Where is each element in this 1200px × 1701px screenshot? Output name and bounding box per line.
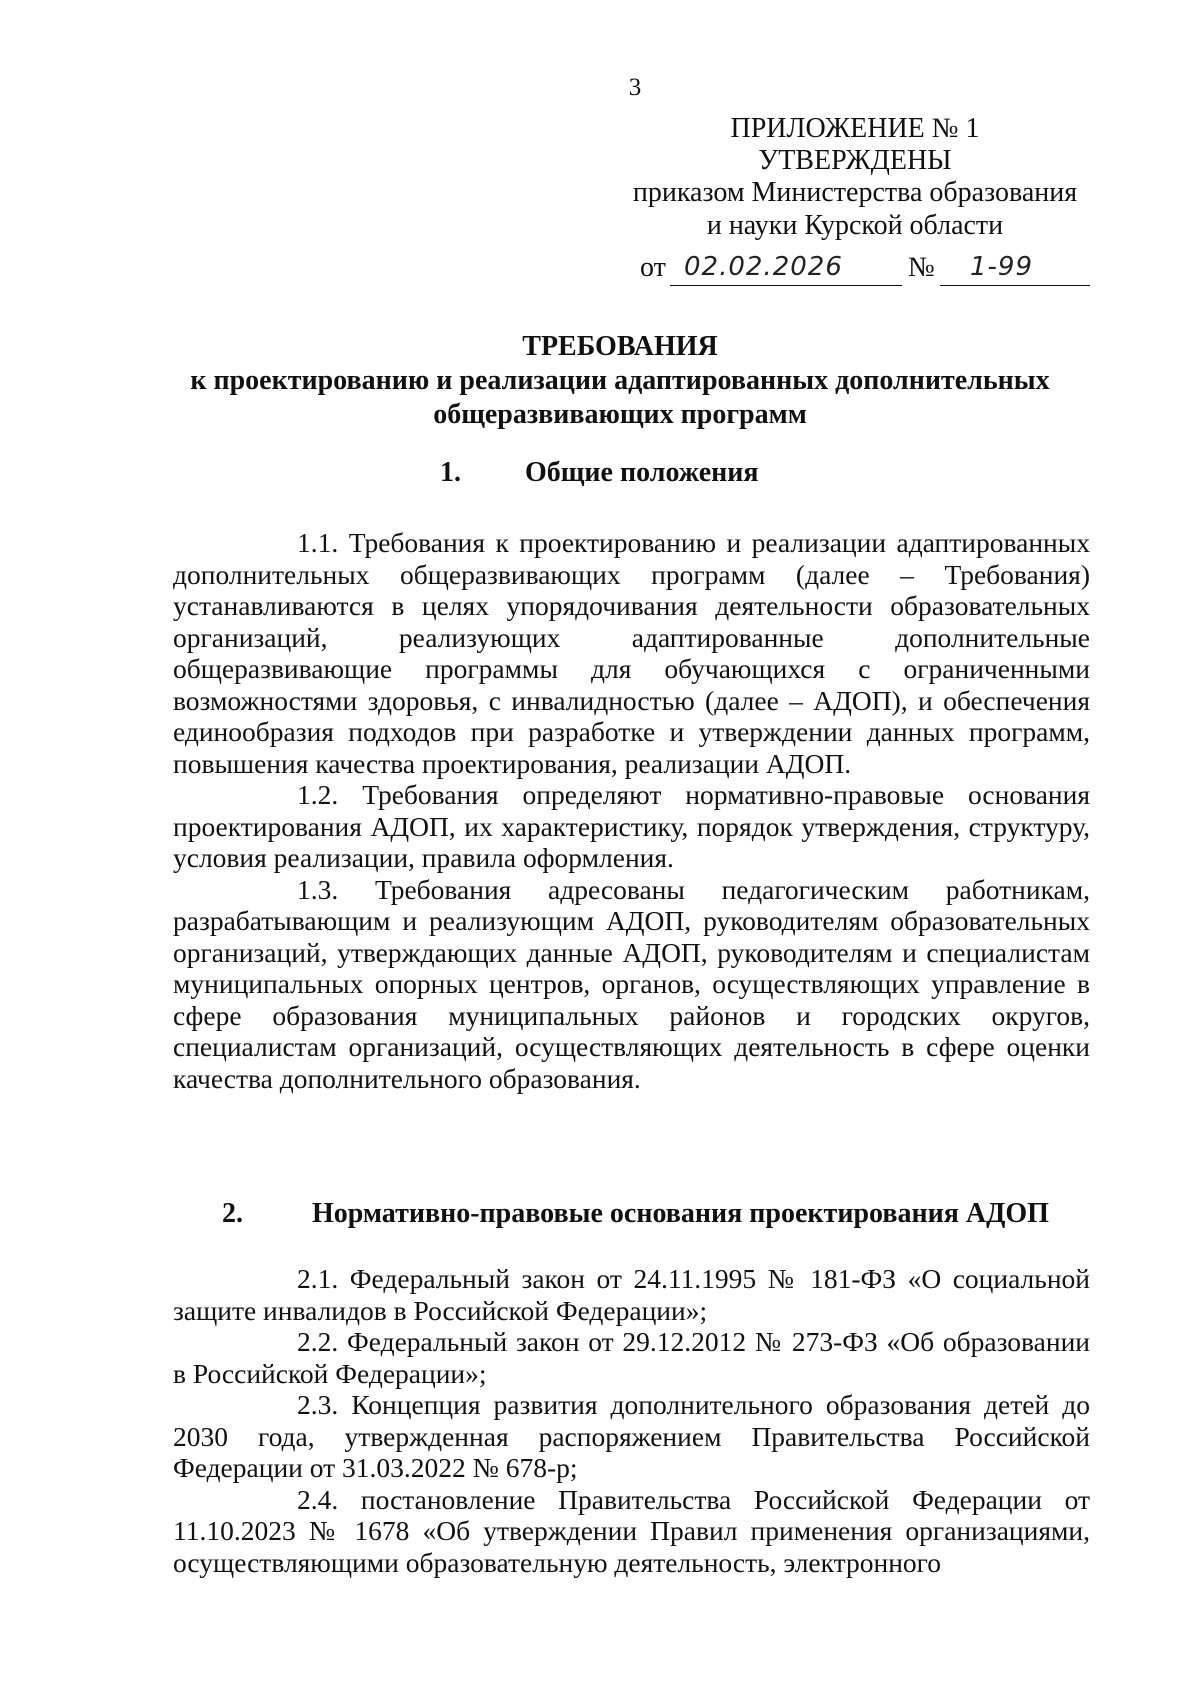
section-1-title: Общие положения	[525, 457, 759, 488]
paragraph-text: Федеральный закон от 24.11.1995 № 181-ФЗ «О социальной защите инвалидов в Российской Федерации»;	[173, 1263, 1091, 1326]
paragraph-number: 2.3.	[297, 1389, 339, 1420]
approved-label: УТВЕРЖДЕНЫ	[758, 145, 952, 176]
document-title: ТРЕБОВАНИЯ	[522, 331, 718, 362]
paragraph-1-2	[173, 779, 1090, 874]
paragraph-1-3	[173, 874, 1090, 1095]
section-2-title: Нормативно-правовые основания проектирования АДОП	[312, 1198, 1049, 1229]
order-issuer-line2: и науки Курской области	[706, 210, 1004, 241]
section-1-body	[173, 527, 1090, 1094]
paragraph-2-4	[173, 1484, 1090, 1579]
paragraph-2-3	[173, 1389, 1090, 1484]
handwritten-date: 02.02.2026	[684, 252, 843, 282]
number-underline	[940, 285, 1090, 286]
paragraph-2-1	[173, 1263, 1090, 1326]
section-2-heading	[222, 1198, 1049, 1230]
section-1-number: 1.	[440, 457, 461, 488]
paragraph-text: Требования определяют нормативно-правовые основания проектирования АДОП, их характеристику, порядок утверждения, структуру, условия реализации, правила оформления.	[173, 779, 1090, 873]
number-prefix: №	[908, 252, 935, 283]
appendix-label: ПРИЛОЖЕНИЕ № 1	[730, 113, 980, 144]
date-underline	[670, 285, 902, 286]
paragraph-text: Федеральный закон от 29.12.2012 № 273-ФЗ «Об образовании в Российской Федерации»;	[173, 1326, 1091, 1389]
paragraph-number: 2.4.	[297, 1483, 339, 1515]
paragraph-text: Концепция развития дополнительного образования детей до 2030 года, утвержденная распоряжением Правительства Российской Федерации от 31.03.2022 № 678-р;	[173, 1389, 1090, 1483]
paragraph-2-2	[173, 1326, 1090, 1389]
section-2-number: 2.	[222, 1198, 243, 1229]
document-subtitle-line1: к проектированию и реализации адаптированных дополнительных	[190, 365, 1050, 396]
paragraph-text: постановление Правительства Российской Федерации от 11.10.2023 № 1678 «Об утверждении Правил применения организациями, осуществляющими образовательную деятельность, электронного	[173, 1483, 1091, 1578]
paragraph-1-1	[173, 527, 1090, 779]
paragraph-number: 1.1.	[297, 527, 339, 558]
paragraph-text: Требования к проектированию и реализации адаптированных дополнительных общеразвивающих программ (далее – Требования) устанавливаются в целях упорядочивания деятельности образовательных организаций, реализующих адаптированные дополнительные общеразвивающие программы для обучающихся с ограниченными возможностями здоровья, с инвалидностью (далее – АДОП), и обеспечения единообразия подходов при разработке и утверждении данных программ, повышения качества проектирования, реализации АДОП.	[173, 527, 1090, 779]
order-issuer-line1: приказом Министерства образования	[632, 177, 1078, 208]
handwritten-number: 1-99	[970, 252, 1034, 282]
date-prefix: от	[640, 252, 666, 283]
page-number: 3	[628, 74, 642, 101]
document-subtitle-line2: общеразвивающих программ	[433, 399, 807, 430]
order-date-number-line	[640, 252, 1090, 292]
paragraph-number: 2.1.	[297, 1263, 339, 1294]
paragraph-number: 1.3.	[297, 873, 339, 905]
paragraph-number: 1.2.	[297, 779, 339, 810]
paragraph-number: 2.2.	[297, 1326, 339, 1357]
section-1-heading	[440, 457, 759, 489]
section-2-body	[173, 1263, 1090, 1578]
paragraph-text: Требования адресованы педагогическим работникам, разрабатывающим и реализующим АДОП, руководителям образовательных организаций, утверждающих данные АДОП, руководителям и специалистам муниципальных опорных центров, органов, осуществляющих управление в сфере образования муниципальных районов и городских округов, специалистам организаций, осуществляющих деятельность в сфере оценки качества дополнительного образования.	[173, 873, 1090, 1094]
